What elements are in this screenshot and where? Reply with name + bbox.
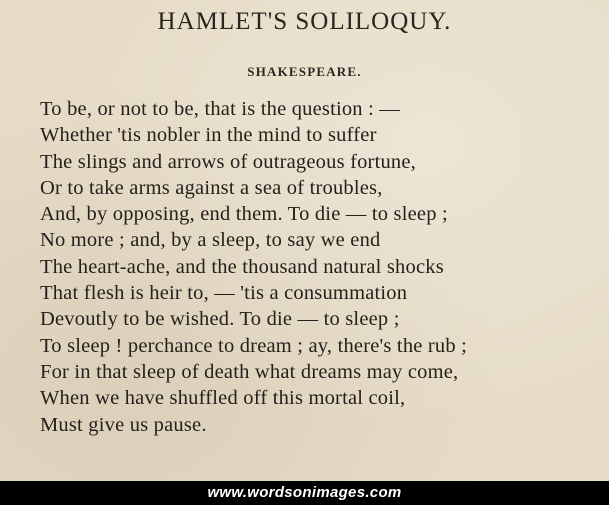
watermark-link[interactable]: www.wordsonimages.com bbox=[207, 484, 402, 501]
author-name: SHAKESPEARE. bbox=[247, 64, 362, 79]
poem-line: Devoutly to be wished. To die — to sleep ; bbox=[40, 308, 400, 331]
poem-line: And, by opposing, end them. To die — to sleep ; bbox=[40, 203, 448, 226]
poem-line: For in that sleep of death what dreams may come, bbox=[40, 360, 459, 383]
poem-body bbox=[40, 96, 600, 438]
footer-bar bbox=[0, 481, 609, 505]
poem-line: The heart-ache, and the thousand natural shocks bbox=[40, 255, 444, 278]
poem-title: HAMLET'S SOLILOQUY. bbox=[157, 8, 452, 35]
poem-line: Must give us pause. bbox=[40, 413, 207, 436]
poem-line: Or to take arms against a sea of troubles, bbox=[40, 176, 383, 199]
poem-line: That flesh is heir to, — 'tis a consummation bbox=[40, 282, 408, 305]
poem-line: Whether 'tis nobler in the mind to suffer bbox=[40, 124, 377, 147]
poem-line: The slings and arrows of outrageous fortune, bbox=[40, 150, 416, 173]
poem-line: To sleep ! perchance to dream ; ay, there's the rub ; bbox=[40, 334, 468, 357]
poem-line: When we have shuffled off this mortal coil, bbox=[40, 387, 406, 410]
poem-line: No more ; and, by a sleep, to say we end bbox=[40, 229, 381, 252]
poem-line: To be, or not to be, that is the question : — bbox=[40, 98, 401, 120]
